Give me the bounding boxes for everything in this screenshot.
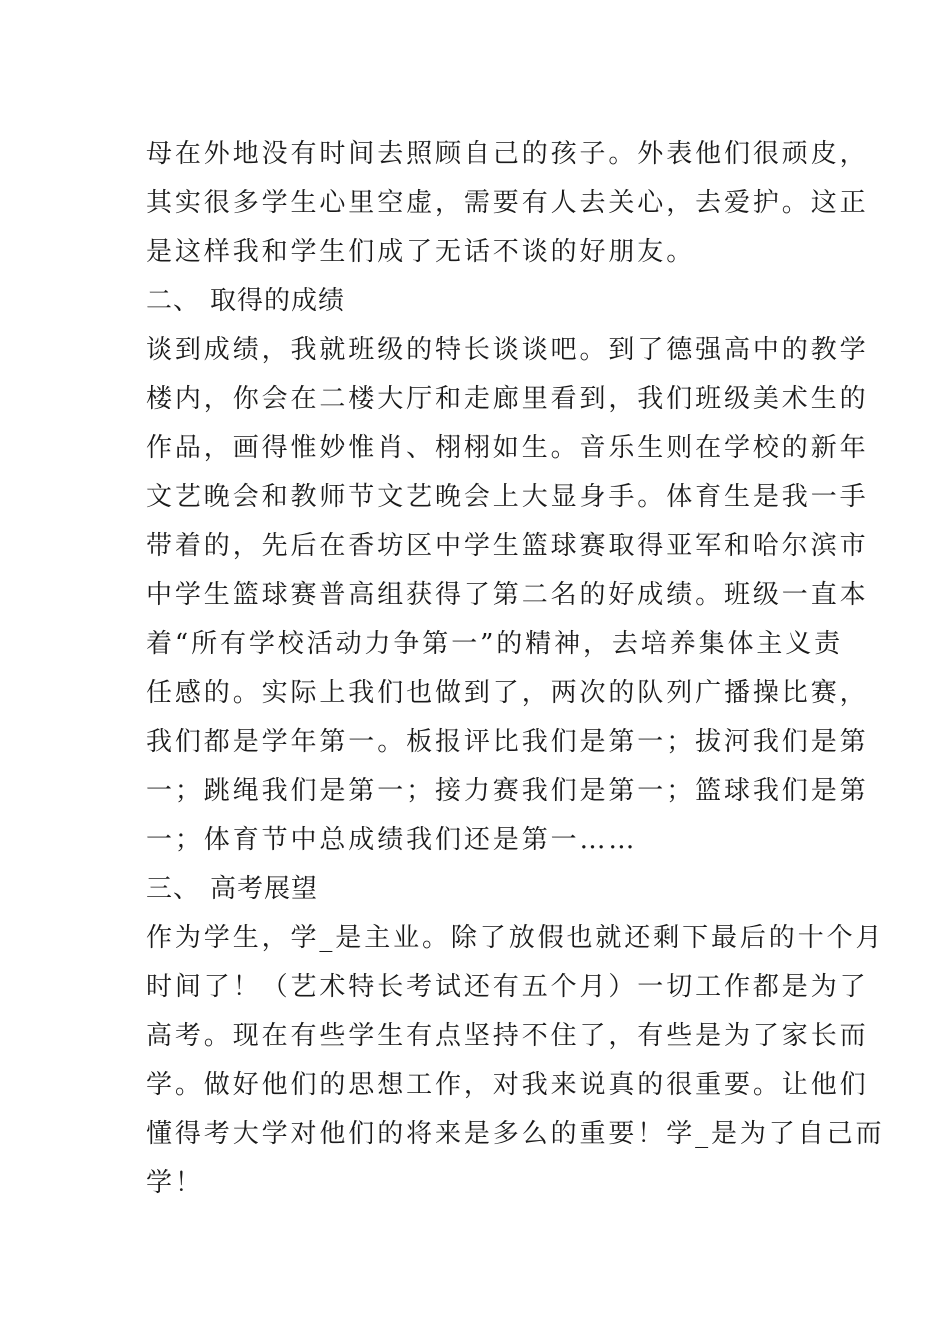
paragraph-line: 文艺晚会和教师节文艺晚会上大显身手。体育生是我一手 bbox=[146, 482, 869, 512]
paragraph-line: 谈到成绩，我就班级的特长谈谈吧。到了德强高中的教学 bbox=[146, 335, 869, 365]
paragraph-line: 时间了！（艺术特长考试还有五个月）一切工作都是为了 bbox=[146, 972, 869, 1002]
paragraph-line: 一；跳绳我们是第一；接力赛我们是第一；篮球我们是第 bbox=[146, 776, 869, 806]
paragraph-line: 楼内，你会在二楼大厅和走廊里看到，我们班级美术生的 bbox=[146, 384, 869, 414]
section-title: 高考展望 bbox=[210, 874, 319, 904]
paragraph-line: 是这样我和学生们成了无话不谈的好朋友。 bbox=[146, 237, 696, 267]
paragraph-line: 其实很多学生心里空虚，需要有人去关心，去爱护。这正 bbox=[146, 188, 869, 218]
paragraph-line: 高考。现在有些学生有点坚持不住了，有些是为了家长而 bbox=[146, 1021, 869, 1051]
paragraph-line: 作品，画得惟妙惟肖、栩栩如生。音乐生则在学校的新年 bbox=[146, 433, 869, 463]
paragraph-line: 学。做好他们的思想工作，对我来说真的很重要。让他们 bbox=[146, 1070, 869, 1100]
paragraph-line: 学！ bbox=[146, 1168, 204, 1198]
paragraph-line: 母在外地没有时间去照顾自己的孩子。外表他们很顽皮， bbox=[146, 139, 869, 169]
section-heading-exam-outlook bbox=[146, 865, 826, 914]
document-body bbox=[146, 130, 885, 1208]
paragraph-line: 中学生篮球赛普高组获得了第二名的好成绩。班级一直本 bbox=[146, 580, 869, 610]
paragraph-line: 作为学生，学_是主业。除了放假也就还剩下最后的十个月 bbox=[146, 923, 885, 953]
paragraph-line: 着“所有学校活动力争第一”的精神，去培养集体主义责 bbox=[146, 629, 844, 659]
section-title: 取得的成绩 bbox=[210, 286, 346, 316]
paragraph-line: 任感的。实际上我们也做到了，两次的队列广播操比赛， bbox=[146, 678, 869, 708]
paragraph-line: 一；体育节中总成绩我们还是第一…… bbox=[146, 825, 638, 855]
paragraph-line: 懂得考大学对他们的将来是多么的重要！学_是为了自己而 bbox=[146, 1119, 885, 1149]
section-heading-achievements bbox=[146, 277, 826, 326]
paragraph-line: 带着的，先后在香坊区中学生篮球赛取得亚军和哈尔滨市 bbox=[146, 531, 869, 561]
section-number: 二、 bbox=[146, 286, 201, 316]
section-number: 三、 bbox=[146, 874, 201, 904]
paragraph-line: 我们都是学年第一。板报评比我们是第一；拔河我们是第 bbox=[146, 727, 869, 757]
